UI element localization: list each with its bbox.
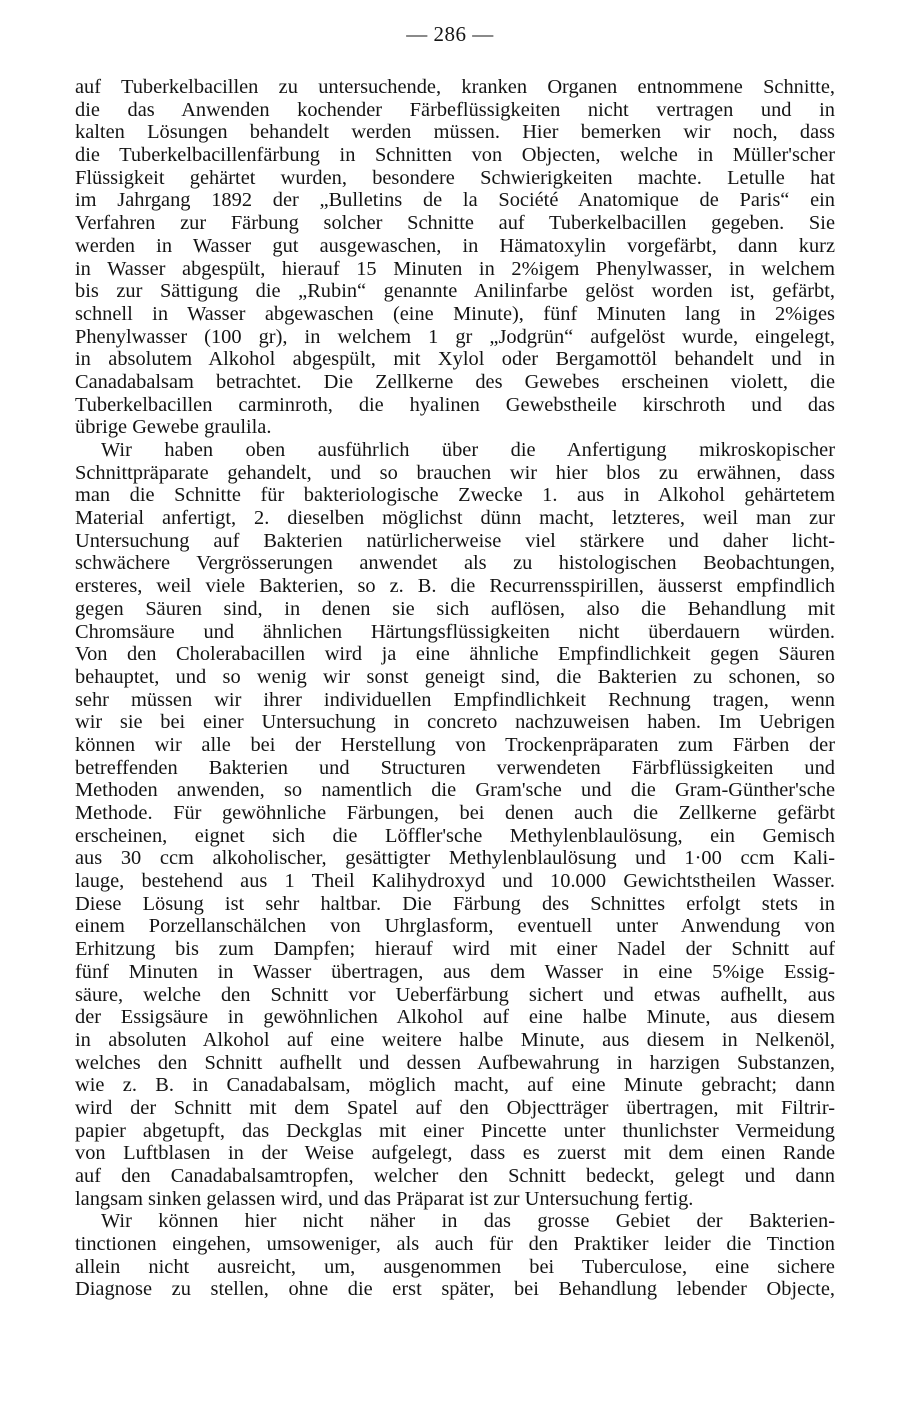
text-line: gegen Säuren sind, in denen sie sich auflösen, also die Behandlung mit <box>75 597 835 620</box>
text-line: Chromsäure und ähnlichen Härtungsflüssigkeiten nicht überdauern würden. <box>75 620 835 643</box>
text-line: Flüssigkeit gehärtet wurden, besondere Schwierigkeiten machte. Letulle hat <box>75 166 835 189</box>
text-line: in absolutem Alkohol abgespült, mit Xylol oder Bergamottöl behandelt und in <box>75 348 835 371</box>
text-line: die Tuberkelbacillenfärbung in Schnitten von Objecten, welche in Müller'scher <box>75 144 835 167</box>
text-line: werden in Wasser gut ausgewaschen, in Hämatoxylin vorgefärbt, dann kurz <box>75 234 835 257</box>
text-line: wird der Schnitt mit dem Spatel auf den Objectträger übertragen, mit Filtrir- <box>75 1096 835 1119</box>
text-line: übrige Gewebe graulila. <box>75 416 272 439</box>
text-line: welches den Schnitt aufhellt und dessen Aufbewahrung in harzigen Substanzen, <box>75 1051 835 1074</box>
text-line: Erhitzung bis zum Dampfen; hierauf wird mit einer Nadel der Schnitt auf <box>75 938 835 961</box>
text-line: Wir können hier nicht näher in das grosse Gebiet der Bakterien- <box>101 1210 835 1233</box>
text-line: die das Anwenden kochender Färbeflüssigkeiten nicht vertragen und in <box>75 98 835 121</box>
text-line: Methode. Für gewöhnliche Färbungen, bei denen auch die Zellkerne gefärbt <box>75 802 835 824</box>
text-line: aus 30 ccm alkoholischer, gesättigter Methylenblaulösung und 1·00 ccm Kali- <box>75 847 835 870</box>
text-line: Verfahren zur Färbung solcher Schnitte auf Tuberkelbacillen gegeben. Sie <box>75 212 835 235</box>
text-line: sehr müssen wir ihrer individuellen Empfindlichkeit Rechnung tragen, wenn <box>75 688 835 711</box>
text-line: schwächere Vergrösserungen anwendet als zu histologischen Beobachtungen, <box>75 552 835 575</box>
text-line: Material anfertigt, 2. dieselben möglichst dünn macht, letzteres, weil man zur <box>75 507 835 530</box>
text-line: ersteres, weil viele Bakterien, so z. B. die Recurrensspirillen, äusserst empfindlich <box>75 575 835 598</box>
text-line: kalten Lösungen behandelt werden müssen. Hier bemerken wir noch, dass <box>75 121 835 144</box>
text-line: Tuberkelbacillen carminroth, die hyalinen Gewebstheile kirschroth und das <box>75 393 835 416</box>
text-line: tinctionen eingehen, umsoweniger, als auch für den Praktiker leider die Tinction <box>75 1233 835 1256</box>
paragraph <box>75 1210 835 1301</box>
text-line: bis zur Sättigung die „Rubin“ genannte Anilinfarbe gelöst worden ist, gefärbt, <box>75 280 835 303</box>
text-line: lauge, bestehend aus 1 Theil Kalihydroxyd und 10.000 Gewichtstheilen Wasser. <box>75 870 835 893</box>
text-line: langsam sinken gelassen wird, und das Präparat ist zur Untersuchung fertig. <box>75 1187 694 1210</box>
body-text <box>75 76 835 1301</box>
text-line: erscheinen, eignet sich die Löffler'sche Methylenblaulösung, ein Gemisch <box>75 824 835 847</box>
text-line: schnell in Wasser abgewaschen (eine Minute), fünf Minuten lang in 2%iges <box>75 302 835 325</box>
page-number: — 286 — <box>406 22 494 46</box>
text-line: der Essigsäure in gewöhnlichen Alkohol auf eine halbe Minute, aus diesem <box>75 1006 835 1029</box>
text-line: in absoluten Alkohol auf eine weitere halbe Minute, aus diesem in Nelkenöl, <box>75 1028 835 1051</box>
text-line: man die Schnitte für bakteriologische Zwecke 1. aus in Alkohol gehärtetem <box>75 484 835 507</box>
text-line: auf den Canadabalsamtropfen, welcher den Schnitt bedeckt, gelegt und dann <box>75 1165 835 1187</box>
text-line: Schnittpräparate gehandelt, und so brauchen wir hier blos zu erwähnen, dass <box>75 461 835 484</box>
paragraph <box>75 76 835 439</box>
text-line: können wir alle bei der Herstellung von Trockenpräparaten zum Färben der <box>75 733 835 756</box>
text-line: Diese Lösung ist sehr haltbar. Die Färbung des Schnittes erfolgt stets in <box>75 892 835 915</box>
text-line: säure, welche den Schnitt vor Ueberfärbung sichert und etwas aufhellt, aus <box>75 983 835 1006</box>
text-line: im Jahrgang 1892 der „Bulletins de la Société Anatomique de Paris“ ein <box>75 189 835 212</box>
text-line: allein nicht ausreicht, um, ausgenommen bei Tuberculose, eine sichere <box>75 1255 835 1278</box>
text-line: fünf Minuten in Wasser übertragen, aus dem Wasser in eine 5%ige Essig- <box>75 960 835 983</box>
text-line: wie z. B. in Canadabalsam, möglich macht, auf eine Minute gebracht; dann <box>75 1074 835 1097</box>
text-line: wir sie bei einer Untersuchung in concreto nachzuweisen haben. Im Uebrigen <box>75 711 835 734</box>
text-line: einem Porzellanschälchen von Uhrglasform, eventuell unter Anwendung von <box>75 915 835 938</box>
paragraph <box>75 439 835 1210</box>
text-line: papier abgetupft, das Deckglas mit einer Pincette unter thunlichster Vermeidung <box>75 1119 835 1142</box>
text-line: von Luftblasen in der Weise aufgelegt, dass es zuerst mit dem einen Rande <box>75 1142 835 1165</box>
text-line: Methoden anwenden, so namentlich die Gram'sche und die Gram-Günther'sche <box>75 779 835 802</box>
text-line: Von den Cholerabacillen wird ja eine ähnliche Empfindlichkeit gegen Säuren <box>75 643 835 666</box>
text-line: Diagnose zu stellen, ohne die erst später, bei Behandlung lebender Objecte, <box>75 1278 835 1301</box>
text-line: auf Tuberkelbacillen zu untersuchende, kranken Organen entnommene Schnitte, <box>75 76 835 98</box>
text-line: Phenylwasser (100 gr), in welchem 1 gr „Jodgrün“ aufgelöst wurde, eingelegt, <box>75 325 835 348</box>
text-line: Wir haben oben ausführlich über die Anfertigung mikroskopischer <box>101 439 835 461</box>
text-line: behauptet, und so wenig wir sonst geneigt sind, die Bakterien zu schonen, so <box>75 665 835 688</box>
text-line: in Wasser abgespült, hierauf 15 Minuten in 2%igem Phenylwasser, in welchem <box>75 257 835 280</box>
text-line: Untersuchung auf Bakterien natürlicherweise viel stärkere und daher licht- <box>75 529 835 552</box>
text-line: Canadabalsam betrachtet. Die Zellkerne des Gewebes erscheinen violett, die <box>75 370 835 393</box>
text-line: betreffenden Bakterien und Structuren verwendeten Färbflüssigkeiten und <box>75 756 835 779</box>
